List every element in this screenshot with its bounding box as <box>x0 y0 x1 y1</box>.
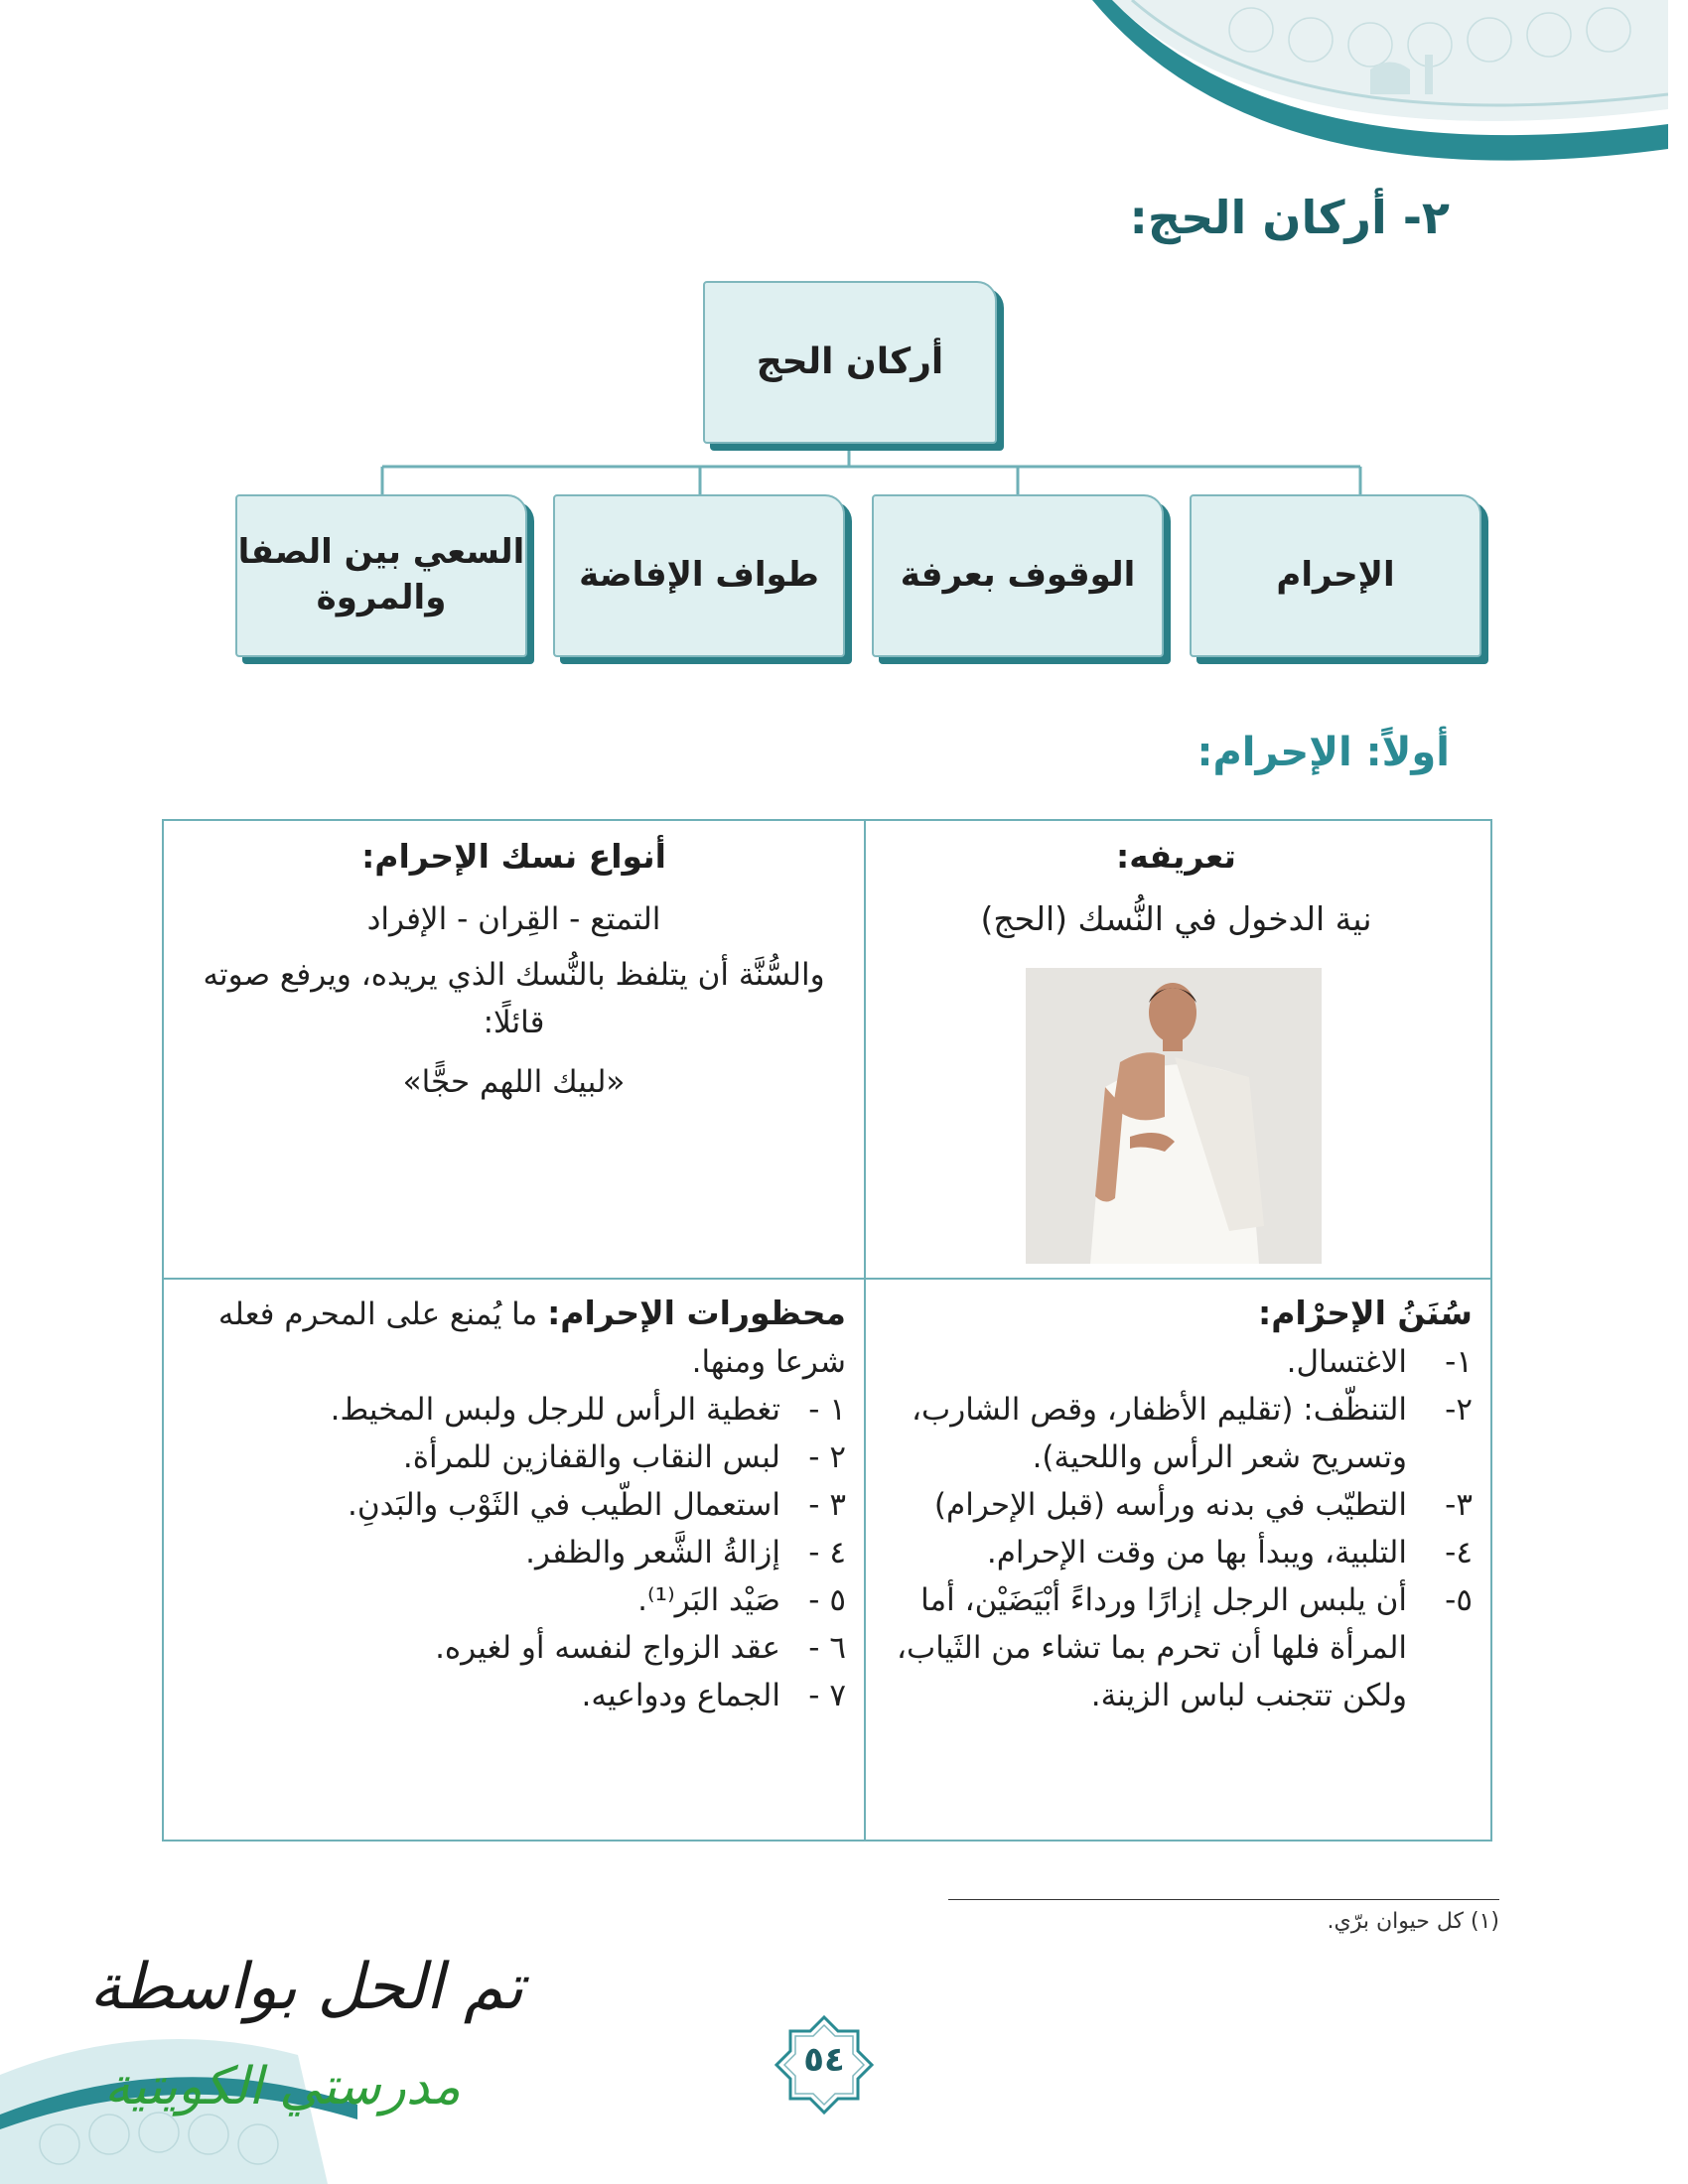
types-line: التمتع - القِران - الإفراد <box>366 901 661 938</box>
definition-heading: تعريفه: <box>1116 837 1236 876</box>
top-decorative-banner <box>1072 0 1668 169</box>
prohibitions-intro: ما يُمنع على المحرم فعله شرعا ومنها. <box>217 1297 846 1381</box>
definition-cell <box>862 821 1490 1278</box>
diagram-box-arafah: الوقوف بعرفة <box>872 494 1164 657</box>
diagram-connectors <box>228 437 1479 496</box>
list-item: ١ - تغطية الرأس للرجل ولبس المخيط. <box>330 1392 846 1429</box>
diagram-root-box: أركان الحج <box>703 281 997 444</box>
watermark-line-2: مدرستي الكويتية <box>104 2057 461 2116</box>
page-number: ٥٤ <box>803 2040 845 2080</box>
list-item: ٧ - الجماع ودواعيه. <box>581 1678 846 1714</box>
definition-text: نية الدخول في النُّسك (الحج) <box>980 899 1372 939</box>
footnote: (١) كل حيوان برّي. <box>1327 1909 1499 1934</box>
list-item: ٤- التلبية، ويبدأ بها من وقت الإحرام. <box>986 1535 1473 1571</box>
prohibitions-heading: محظورات الإحرام: <box>547 1294 846 1332</box>
list-item: ٤ - إزالةُ الشَّعر والظفر. <box>525 1535 846 1571</box>
list-item: ٢ - لبس النقاب والقفازين للمرأة. <box>402 1439 846 1476</box>
diagram-box-ihram: الإحرام <box>1190 494 1481 657</box>
section-title: ٢- أركان الحج: <box>1129 191 1450 244</box>
ihram-person-image <box>1026 968 1322 1264</box>
ihram-table <box>162 819 1492 1842</box>
list-item: ٣- التطيّب في بدنه ورأسه (قبل الإحرام) <box>933 1487 1473 1524</box>
list-item: ٥- أن يلبس الرجل إزارًا ورداءً أبْيَضَيْن، أما المرأة فلها أن تحرم بما تشاء من الثَياب، ولكن تتجنب لباس الزينة. <box>897 1582 1473 1714</box>
prohibitions-cell <box>164 1278 864 1843</box>
watermark-line-1: تم الحل بواسطة <box>89 1951 524 2024</box>
types-cell <box>164 821 864 1278</box>
types-heading: أنواع نسك الإحرام: <box>361 837 666 876</box>
sunan-heading: سُنَنُ الإحرْام: <box>1258 1294 1473 1332</box>
list-item: ٢- التنظّف: (تقليم الأظفار، وقص الشارب، وتسريح شعر الرأس واللحية). <box>912 1392 1473 1476</box>
list-item: ٥ - صَيْد البَر⁽¹⁾. <box>637 1582 846 1619</box>
list-item: ٦ - عقد الزواج لنفسه أو لغيره. <box>435 1630 846 1667</box>
talbiyah-quote: «لبيك اللهم حجًّا» <box>402 1064 626 1101</box>
footnote-divider <box>948 1899 1499 1900</box>
diagram-box-sai: السعي بين الصفا والمروة <box>235 494 527 657</box>
sunan-cell <box>862 1278 1490 1843</box>
diagram-box-tawaf: طواف الإفاضة <box>553 494 845 657</box>
types-sunnah-text: والسُّنَّة أن يتلفظ بالنُّسك الذي يريده، ويرفع صوته قائلًا: <box>203 957 825 1041</box>
list-item: ١- الاغتسال. <box>1286 1344 1473 1381</box>
subsection-title: أولاً: الإحرام: <box>1196 730 1450 775</box>
list-item: ٣ - استعمال الطّيب في الثَوْب والبَدنِ. <box>347 1487 846 1524</box>
